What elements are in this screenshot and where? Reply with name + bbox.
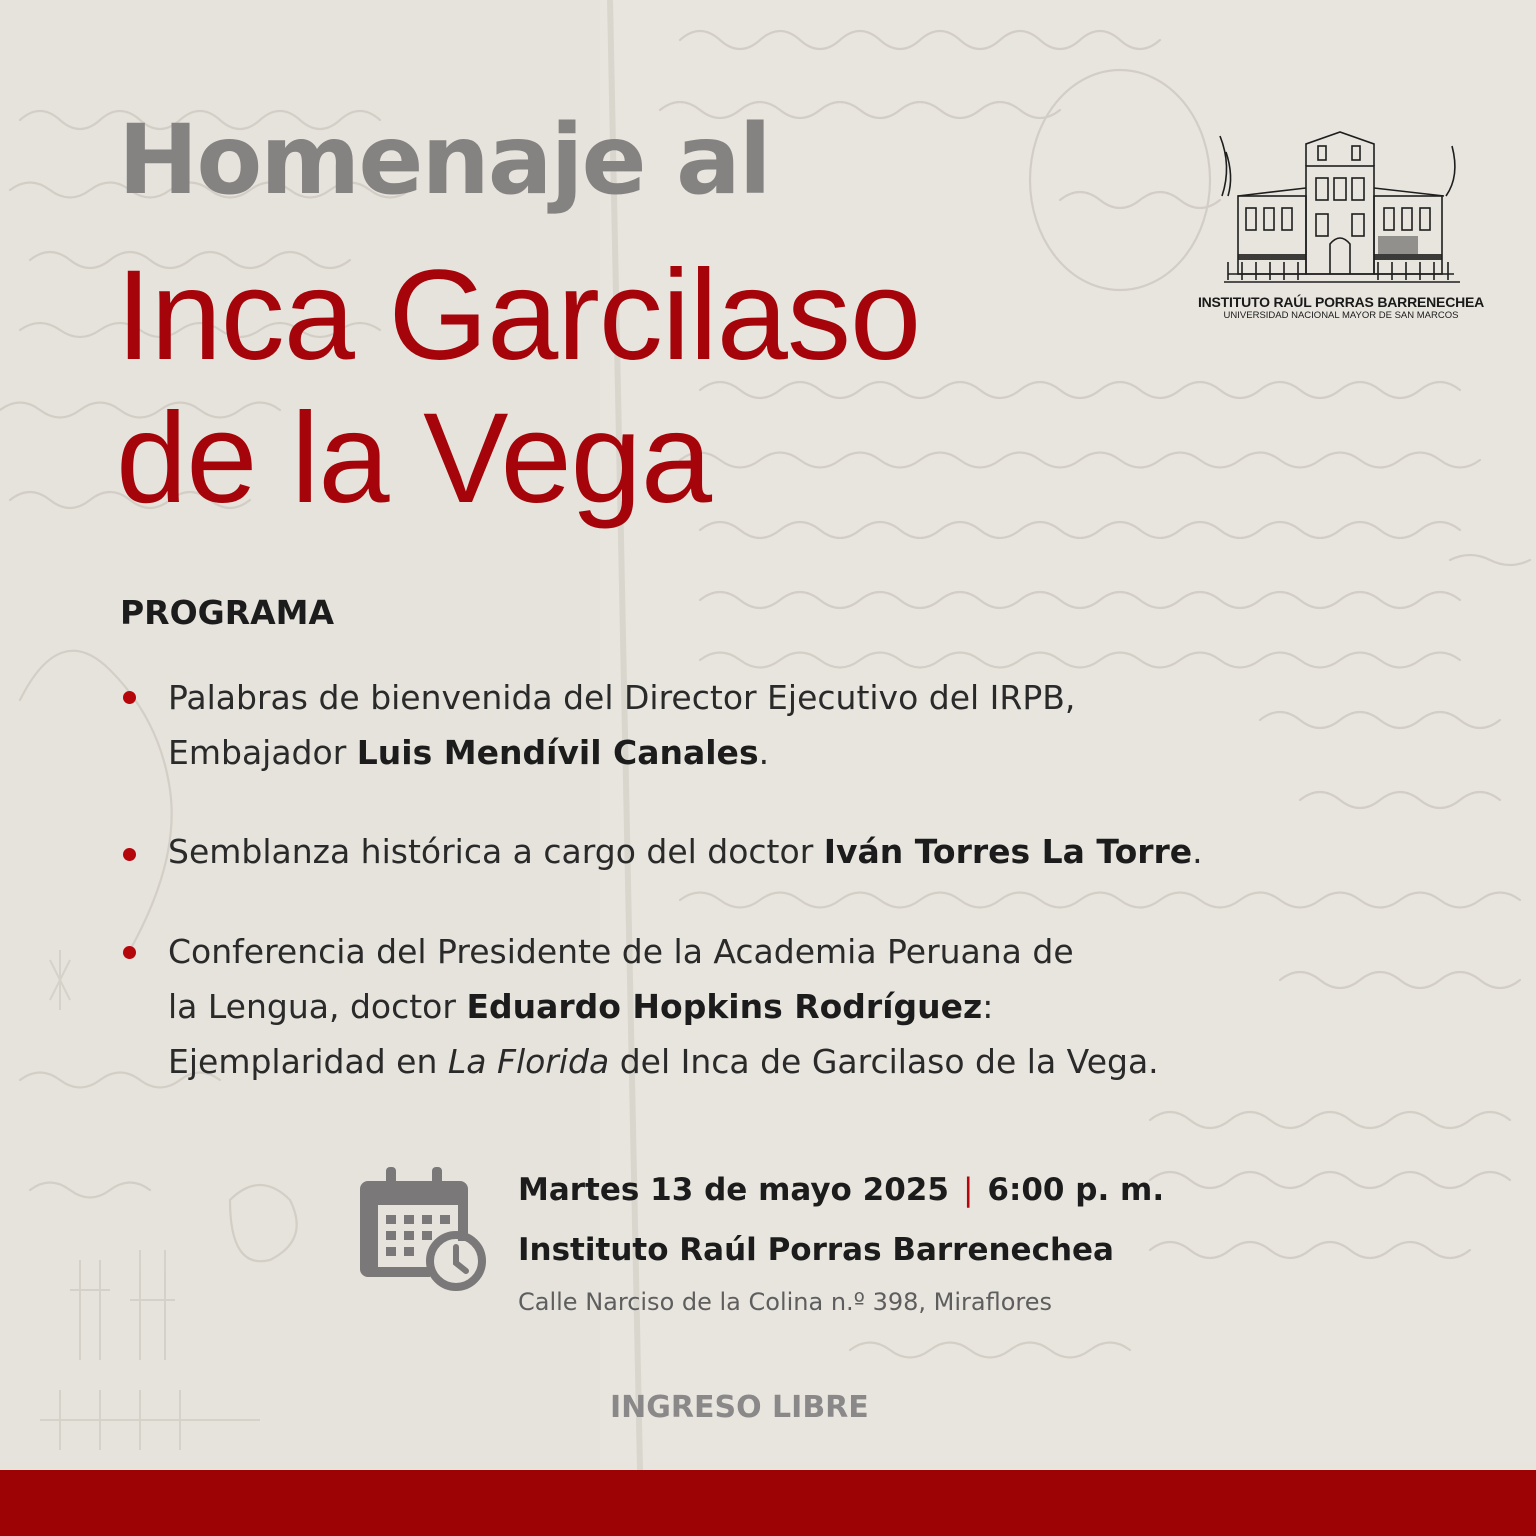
event-date: Martes 13 de mayo 2025 bbox=[518, 1172, 949, 1208]
red-dot-bullet-icon bbox=[123, 691, 136, 704]
item-3-prefix: la Lengua, doctor bbox=[168, 987, 467, 1026]
program-item-1-line2 bbox=[168, 725, 1075, 780]
item-2-prefix: Semblanza histórica a cargo del doctor bbox=[168, 832, 824, 871]
event-date-time bbox=[518, 1172, 1164, 1208]
program-item-3-line3 bbox=[168, 1034, 1159, 1089]
calendar-clock-icon bbox=[360, 1163, 490, 1293]
speaker-name-3: Eduardo Hopkins Rodríguez bbox=[466, 987, 983, 1026]
program-item-3-line2 bbox=[168, 979, 1159, 1034]
title-de-la-vega: de la Vega bbox=[116, 387, 711, 530]
red-dot-bullet-icon bbox=[123, 848, 136, 861]
program-item-1 bbox=[168, 670, 1075, 780]
program-heading: PROGRAMA bbox=[120, 593, 335, 632]
date-time-separator: | bbox=[962, 1172, 974, 1208]
event-venue: Instituto Raúl Porras Barrenechea bbox=[518, 1232, 1114, 1268]
event-time: 6:00 p. m. bbox=[987, 1172, 1165, 1208]
logo-institution-name: INSTITUTO RAÚL PORRAS BARRENECHEA bbox=[1197, 294, 1485, 310]
speaker-name-1: Luis Mendívil Canales bbox=[356, 733, 759, 772]
item-3-line3-prefix: Ejemplaridad en bbox=[168, 1042, 448, 1081]
speaker-name-2: Iván Torres La Torre bbox=[823, 832, 1193, 871]
title-homenaje: Homenaje al bbox=[118, 104, 770, 216]
item-1-prefix: Embajador bbox=[168, 733, 357, 772]
program-item-2 bbox=[168, 824, 1203, 879]
logo-university-name: UNIVERSIDAD NACIONAL MAYOR DE SAN MARCOS bbox=[1223, 310, 1459, 321]
footer-bar bbox=[0, 1470, 1536, 1536]
program-item-3-line1: Conferencia del Presidente de la Academia Peruana de bbox=[168, 932, 1074, 971]
program-item-1-line1: Palabras de bienvenida del Director Ejecutivo del IRPB, bbox=[168, 678, 1076, 717]
item-2-suffix: . bbox=[1192, 832, 1203, 871]
item-1-suffix: . bbox=[758, 733, 770, 772]
admission-label: INGRESO LIBRE bbox=[610, 1390, 869, 1425]
item-3-line3-suffix: del Inca de Garcilaso de la Vega. bbox=[609, 1042, 1159, 1081]
book-title: La Florida bbox=[447, 1042, 610, 1081]
red-dot-bullet-icon bbox=[123, 946, 136, 959]
title-inca-garcilaso: Inca Garcilaso bbox=[116, 244, 921, 387]
event-address: Calle Narciso de la Colina n.º 398, Miraflores bbox=[518, 1288, 1053, 1316]
item-3-suffix: : bbox=[982, 987, 994, 1026]
program-item-3 bbox=[168, 924, 1159, 1089]
